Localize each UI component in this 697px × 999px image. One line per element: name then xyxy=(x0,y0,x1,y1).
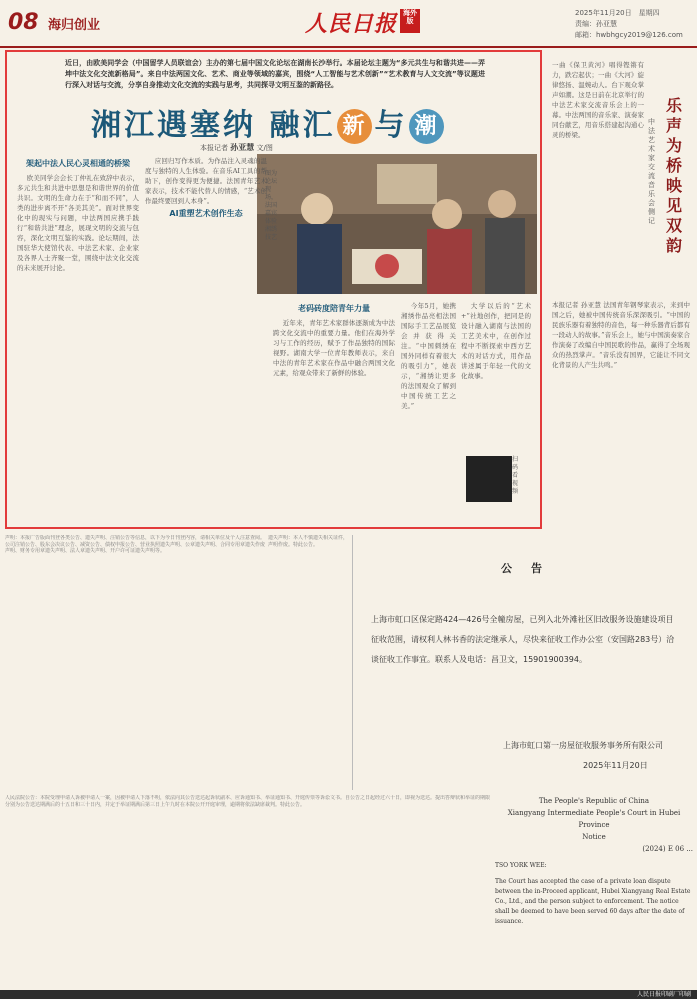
sidebar-text: 一曲《保卫黄河》唱得铿锵有力，跌宕起伏；一曲《大河》旋律悠扬、温婉动人。台下观众掌声如潮。这是日前在北京举行的中法艺术家交流音乐会上的一幕。中法两国的音乐家、演奏家同台献艺，用音乐搭建起沟通心灵的桥梁。 xyxy=(552,61,644,139)
subheading-3: 老码砖度陪青年力量 xyxy=(298,304,370,313)
article-headline xyxy=(91,100,446,144)
sidebar-text-2-body: 法国青年钢琴家表示，来到中国之后，她被中国传统音乐深深吸引。“中国的民族乐器有着独特的音色，每一种乐器背后都有一段动人的故事。”音乐会上，她与中国演奏家合作演奏了改编自中国民歌的作品，赢得了全场观众的热烈掌声。“音乐没有国界，它能让不同文化背景的人产生共鸣。” xyxy=(552,301,690,369)
article-column-3 xyxy=(273,301,395,528)
sidebar-title: 乐声为桥 映见双韵 xyxy=(666,96,683,255)
header-meta xyxy=(575,8,693,41)
article-body xyxy=(17,156,534,528)
issue-date: 2025年11月20日 星期四 xyxy=(575,9,660,17)
page-number: 08 xyxy=(8,10,39,35)
court-header-2: Xiangyang Intermediate People's Court in Hubei Province xyxy=(507,809,681,829)
court-notices: 人民法院公告：本院受理申请人诉被申请人一案，因被申请人下落不明，依法向其公告送达起诉状副本、应诉通知书、举证通知书、开庭传票等诉讼文书。自公告之日起经过六十日，即视为送达。提出答辩状和举证的期限分别为公告送达期满后的十五日和三十日内，并定于举证期满后第三日上午九时在本院公开开庭审理，逾期将依法缺席裁判。特此公告。 xyxy=(5,795,490,808)
page-footer xyxy=(0,990,697,999)
masthead-logo: 人民日报 xyxy=(305,11,398,37)
byline-label: 本报记者 xyxy=(200,144,228,152)
court-body: The Court has accepted the case of a private loan dispute between the in-Proceed applicant, Hubei Xiangyang Real Estate Co., Ltd., and the person subject to enforcement. The notice shall be deemed to have been served 60 days after the date of issuance. xyxy=(495,878,691,925)
announcement-body: 上海市虹口区保定路424—426号全幢房屋，已列入北外滩社区旧改服务设施建设项目征收范围，请权利人林书香的法定继承人，尽快来征收工作办公室（安国路283号）洽谈征收工作事宜。联系人及电话：昌卫文，15901900394。 xyxy=(371,615,675,664)
column-3-text: 近年来，青年艺术家群体逐渐成为中法跨文化交流中的重要力量。他们在海外学习与工作的经历，赋予了作品独特的国际视野。湖南大学一位青年教师表示，来自中法的青年艺术家在作品中融合两国文化元素，给观众带来了新鲜的体验。 xyxy=(273,319,395,377)
sidebar-article xyxy=(548,50,693,529)
court-header-1: The People's Republic of China xyxy=(538,797,650,805)
court-notice-english xyxy=(495,795,693,990)
sidebar-subtitle xyxy=(648,118,660,226)
printer-credit: 人民日报印刷厂印刷 xyxy=(636,991,691,998)
editor-email: 邮箱：hwbhgcy2019@126.com xyxy=(575,31,683,39)
subheading-2: AI重塑艺术创作生态 xyxy=(169,209,243,218)
headline-connector: 与 xyxy=(374,108,408,143)
editor-credit: 责编：孙亚慧 xyxy=(575,20,617,28)
classified-notices-2: 遗失声明：本人不慎遗失相关证件，声明作废。特此公告。 xyxy=(268,535,348,548)
article-column-5 xyxy=(461,301,531,451)
sidebar-subtitle-text: 中法艺术家交流音乐会侧记 xyxy=(648,118,655,225)
subheading-1: 架起中法人民心灵相通的桥梁 xyxy=(26,159,130,168)
column-4-text: 今年5月，她携湘绣作品亮相法国国际手工艺品展览会并获得关注。“中国刺绣在国外同样有着很大的吸引力”，她表示，“湘绣让更多的法国观众了解到中国传统工艺之美。” xyxy=(401,302,456,410)
court-recipient: TSO YORK WEE: xyxy=(495,862,547,869)
column-2-text: 应回归写作本质。为作品注入灵魂的温度与独特的人生体验。在音乐AI工具的帮助下，创作变得更为便捷。法国青年艺术家表示，技术不能代替人的情感，“艺术创作最终要回到人本身”。 xyxy=(145,157,267,205)
court-header-3: Notice xyxy=(582,833,606,841)
article-column-4 xyxy=(401,301,456,528)
article-intro: 近日，由欧美同学会（中国留学人员联谊会）主办的第七届中国文化论坛在湖南长沙举行。本届论坛主题为“多元共生与和谐共进——弄坤中法文化交流新格局”。来自中法两国文化、艺术、商业等领域的嘉宾，围绕“人工智能与艺术创新”“艺术教育与人文交流”等议题进行深入对话与交流，分享自身推动文化交流的实践与思考，共同探寻文明互鉴的新路径。 xyxy=(65,59,485,89)
byline-name: 孙亚慧 xyxy=(230,143,255,152)
sidebar-reporter: 本报记者 孙亚慧 xyxy=(552,301,602,309)
qr-code[interactable] xyxy=(466,456,512,502)
headline-part-b: 融汇 xyxy=(269,108,336,143)
article-column-1 xyxy=(17,156,139,528)
headline-badge-trend: 潮 xyxy=(409,109,444,144)
column-1-text: 欧美同学会会长丁仲礼在致辞中表示，多元共生和共进中思想是和谐世界的价值共识。文明的生命力在于“和而不同”，人类的进步离不开“各美其美”。面对世界变化中的现实与问题，中法两国应携手践行“和谐共进”理念，展现文明的交流与包容，深化文明互鉴的实践。论坛期间，法国驻华大使馆代表、中法艺术家、企业家及各界人士齐聚一堂，围绕中法文化交流的未来展开讨论。 xyxy=(17,174,139,272)
classified-notices: 声明：本报广告版面刊登各类公告、遗失声明、注销公告等信息，以下为今日刊登内容，请相关单位及个人注意查阅。公司注销公告、股东会决议公告、减资公告、债权申报公告、营业执照遗失声明、公章遗失声明、合同专用章遗失作废声明、财务专用章遗失声明、法人章遗失声明、开户许可证遗失声明等。 xyxy=(5,535,265,554)
qr-label: 扫码看视频 xyxy=(512,456,519,495)
public-announcement xyxy=(352,535,694,790)
headline-badge-new: 新 xyxy=(337,109,372,144)
sidebar-text-2 xyxy=(552,300,690,370)
byline-suffix: 文/图 xyxy=(256,144,273,152)
page-header xyxy=(0,0,697,48)
column-5-text: 大学以后的“艺术+”社地创作，把同是的设计融入湖南与法国的工艺美术中，在创作过程中不断探索中西方艺术的对话方式，用作品讲述属于年轻一代的文化故事。 xyxy=(461,302,531,380)
feature-article xyxy=(5,50,542,529)
article-byline xyxy=(200,142,273,153)
court-case-number: (2024) E 06 ... xyxy=(642,845,693,853)
announcement-date: 2025年11月20日 xyxy=(583,761,648,770)
section-title: 海归创业 xyxy=(48,18,101,33)
article-column-2 xyxy=(145,156,267,528)
photo-caption: 图为论坛现场，法国嘉宾体验湘绣技艺 xyxy=(265,170,278,241)
announcement-title: 公 告 xyxy=(501,562,546,575)
announcement-org: 上海市虹口第一房屋征收服务事务所有限公司 xyxy=(503,741,663,750)
edition-badge: 海外版 xyxy=(400,9,420,33)
headline-part-a: 湘江遇塞纳 xyxy=(91,108,256,143)
